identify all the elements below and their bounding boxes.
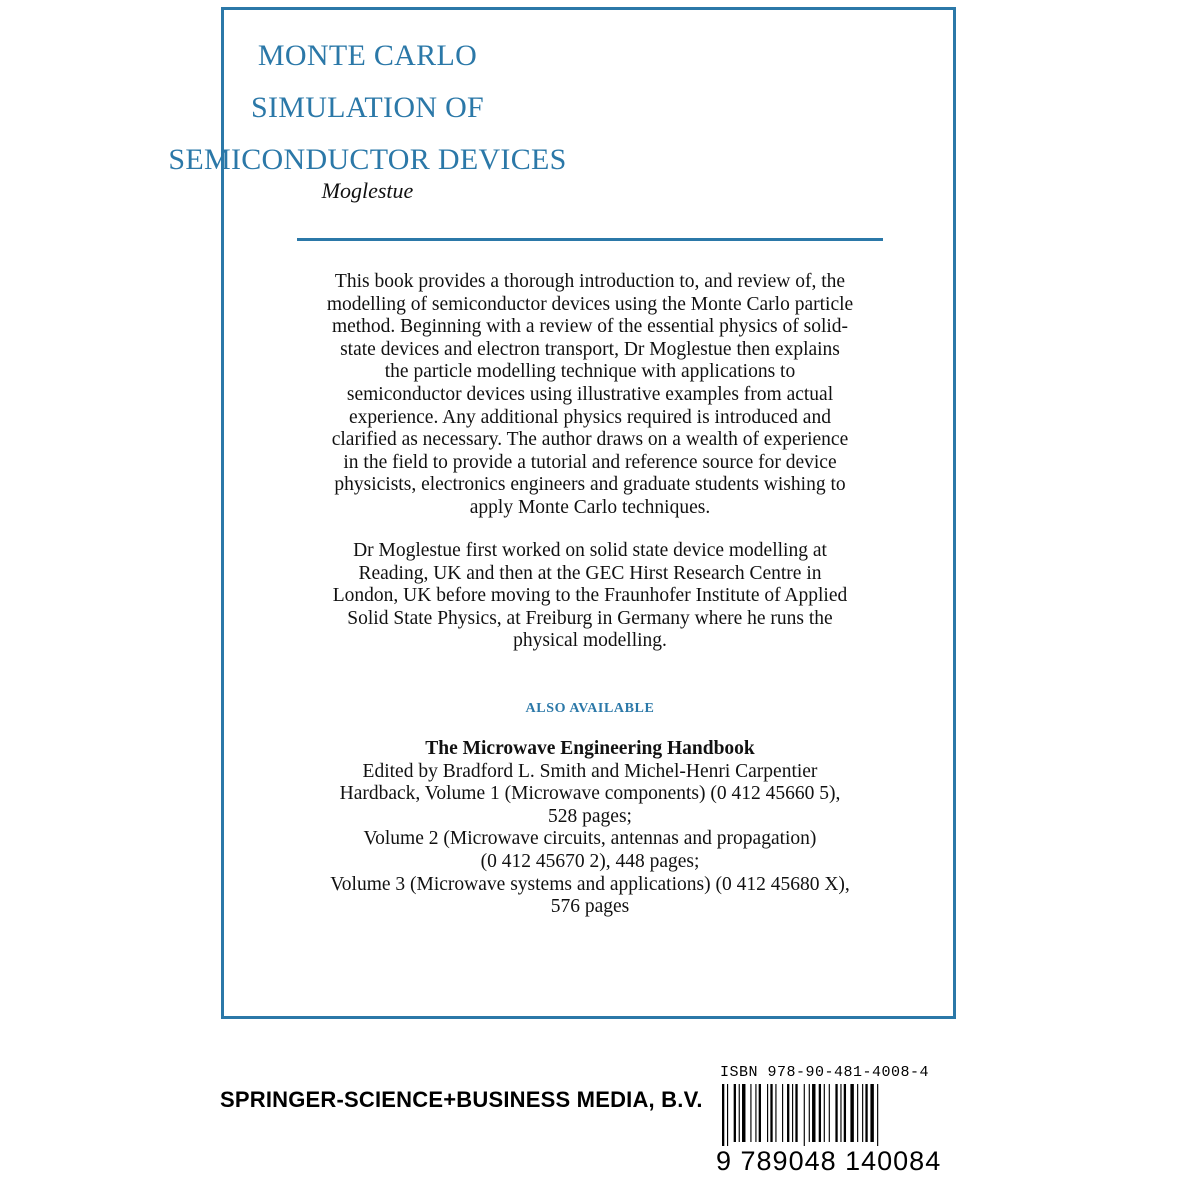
barcode-bar	[824, 1084, 825, 1142]
description-line: This book provides a thorough introduction to, and review of, the	[334, 271, 846, 292]
title-line-2: SIMULATION OF	[250, 91, 485, 124]
book-description	[290, 271, 890, 520]
description-line: apply Monte Carlo techniques.	[469, 496, 711, 518]
barcode-bar	[770, 1084, 772, 1142]
related-book-line: Volume 2 (Microwave circuits, antennas and propagation)	[363, 828, 817, 850]
description-line: experience. Any additional physics required is introduced and	[349, 406, 831, 428]
related-book-line: Volume 3 (Microwave systems and applications) (0 412 45680 X),	[330, 873, 850, 895]
bio-line: Reading, UK and then at the GEC Hirst Research Centre in	[358, 562, 822, 584]
description-line: semiconductor devices using illustrative examples from actual	[346, 383, 834, 405]
also-available-heading: ALSO AVAILABLE	[525, 701, 655, 716]
related-book-title: The Microwave Engineering Handbook	[425, 738, 755, 759]
barcode-bar	[844, 1084, 846, 1142]
barcode-bar	[742, 1084, 745, 1142]
isbn-barcode	[722, 1084, 922, 1146]
description-line: modelling of semiconductor devices using the Monte Carlo particle	[326, 293, 854, 315]
barcode-bar	[877, 1084, 878, 1146]
book-title	[0, 30, 735, 186]
related-book-line: 576 pages	[550, 896, 630, 918]
also-available-details	[290, 738, 890, 919]
barcode-bar	[734, 1084, 736, 1142]
barcode-bar	[819, 1084, 821, 1142]
author-name: Moglestue	[321, 178, 414, 203]
bio-line: Solid State Physics, at Freiburg in Germany where he runs the	[347, 607, 833, 629]
barcode-bar	[835, 1084, 837, 1142]
barcode-bar	[795, 1084, 797, 1142]
barcode-bar	[850, 1084, 853, 1142]
barcode-bar	[739, 1084, 740, 1142]
barcode-bar	[767, 1084, 768, 1142]
publisher-name: SPRINGER-SCIENCE+BUSINESS MEDIA, B.V.	[220, 1087, 703, 1112]
barcode-bar	[809, 1084, 810, 1142]
barcode-bar	[787, 1084, 789, 1142]
description-line: physicists, electronics engineers and graduate students wishing to	[334, 474, 846, 496]
description-line: state devices and electron transport, Dr Moglestue then explains	[340, 338, 840, 360]
title-divider	[297, 238, 883, 241]
description-line: the particle modelling technique with applications to	[384, 361, 796, 383]
related-book-line: Hardback, Volume 1 (Microwave components) (0 412 45660 5),	[339, 783, 841, 805]
barcode-bar	[759, 1084, 761, 1142]
barcode-bar	[722, 1084, 724, 1146]
barcode-bar	[865, 1084, 867, 1142]
bio-line: London, UK before moving to the Fraunhofer Institute of Applied	[332, 585, 848, 607]
isbn-label: ISBN 978-90-481-4008-4	[720, 1064, 930, 1081]
description-line: clarified as necessary. The author draws on a wealth of experience	[331, 429, 849, 451]
barcode-bar	[775, 1084, 776, 1142]
barcode-bar	[812, 1084, 815, 1142]
related-book-line: 528 pages;	[548, 805, 632, 827]
barcode-bar	[750, 1084, 751, 1142]
barcode-bar	[857, 1084, 858, 1142]
title-line-3: SEMICONDUCTOR DEVICES	[168, 143, 567, 176]
related-book-line: Edited by Bradford L. Smith and Michel-Henri Carpentier	[362, 760, 818, 782]
author-bio	[290, 540, 890, 653]
description-line: method. Beginning with a review of the essential physics of solid-	[331, 316, 849, 338]
barcode-bar	[727, 1084, 728, 1146]
barcode-digits: 9 789048 140084	[716, 1146, 942, 1176]
barcode-bar	[829, 1084, 830, 1142]
barcode-bar	[755, 1084, 756, 1142]
barcode-bar	[870, 1084, 873, 1142]
description-line: in the field to provide a tutorial and reference source for device	[343, 451, 837, 473]
related-book-line: (0 412 45670 2), 448 pages;	[480, 850, 700, 872]
barcode-bar	[792, 1084, 793, 1142]
barcode-bar	[862, 1084, 863, 1142]
barcode-bar	[840, 1084, 841, 1142]
title-line-1: MONTE CARLO	[257, 39, 478, 72]
bio-line: Dr Moglestue first worked on solid state device modelling at	[353, 540, 827, 561]
barcode-bar	[804, 1084, 805, 1146]
bio-line: physical modelling.	[513, 630, 667, 652]
barcode-bar	[782, 1084, 783, 1142]
